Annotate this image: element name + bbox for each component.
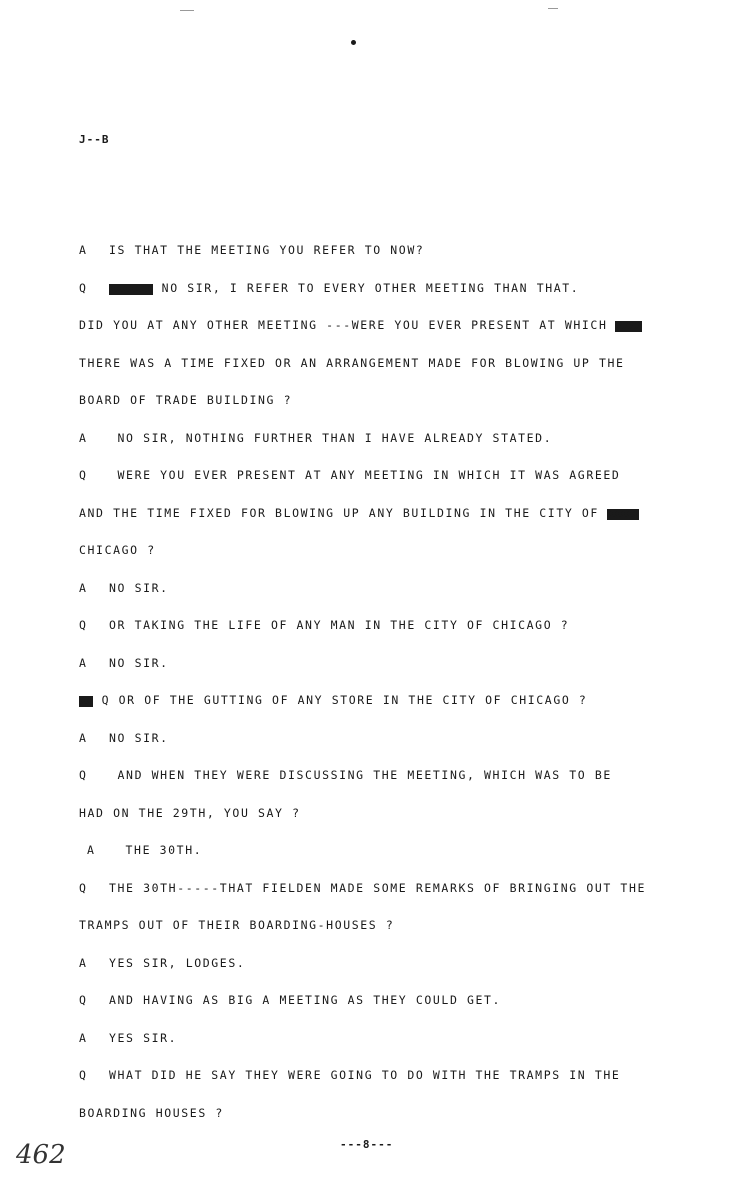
struck-out-text: XXXX bbox=[616, 321, 641, 332]
line-text: DID YOU AT ANY OTHER MEETING ---WERE YOU EVER PRESENT AT WHICH bbox=[79, 318, 608, 332]
line-text: NO SIR, NOTHING FURTHER THAN I HAVE ALREADY STATED. bbox=[109, 430, 553, 445]
transcript-line bbox=[79, 918, 394, 932]
line-text: Q OR OF THE GUTTING OF ANY STORE IN THE CITY OF CHICAGO ? bbox=[93, 693, 588, 707]
struck-out-text: XXXXXXX bbox=[110, 283, 153, 295]
line-text: THE 30TH. bbox=[117, 843, 203, 857]
speaker-label: A bbox=[87, 843, 96, 857]
transcript-line bbox=[79, 1106, 224, 1120]
line-text: HAD ON THE 29TH, YOU SAY ? bbox=[79, 805, 301, 820]
speaker-label: A bbox=[79, 955, 88, 970]
transcript-line bbox=[79, 768, 612, 782]
line-text: OR TAKING THE LIFE OF ANY MAN IN THE CITY OF CHICAGO ? bbox=[109, 618, 570, 632]
line-text: BOARDING HOUSES ? bbox=[79, 1105, 224, 1120]
transcript-line bbox=[79, 956, 245, 970]
top-mark-right bbox=[548, 8, 558, 9]
speaker-label: Q bbox=[79, 618, 88, 632]
transcript-line bbox=[79, 393, 292, 407]
transcript-line bbox=[79, 693, 587, 709]
line-text: AND THE TIME FIXED FOR BLOWING UP ANY BUILDING IN THE CITY OF bbox=[79, 505, 599, 520]
line-text: BOARD OF TRADE BUILDING ? bbox=[79, 393, 293, 407]
line-text: NO SIR. bbox=[109, 730, 169, 745]
transcript-line bbox=[79, 1031, 177, 1045]
transcript-line bbox=[79, 543, 156, 557]
line-text: THE 30TH-----THAT FIELDEN MADE SOME REMARKS OF BRINGING OUT THE bbox=[109, 880, 646, 895]
line-text: IS THAT THE MEETING YOU REFER TO NOW? bbox=[109, 243, 425, 257]
top-mark-left bbox=[180, 10, 194, 11]
transcript-line bbox=[79, 843, 202, 857]
line-text: THERE WAS A TIME FIXED OR AN ARRANGEMENT MADE FOR BLOWING UP THE bbox=[79, 355, 625, 370]
speaker-label: Q bbox=[79, 468, 88, 482]
line-text: AND WHEN THEY WERE DISCUSSING THE MEETING, WHICH WAS TO BE bbox=[109, 768, 612, 782]
transcript-line bbox=[79, 656, 169, 670]
page-code: J--B bbox=[79, 133, 110, 146]
speaker-label: A bbox=[79, 580, 88, 595]
transcript-line bbox=[79, 281, 579, 297]
line-text: CHICAGO ? bbox=[79, 543, 156, 557]
struck-out-text: XX bbox=[80, 696, 93, 707]
transcript-line bbox=[79, 806, 301, 820]
line-text: WHAT DID HE SAY THEY WERE GOING TO DO WITH THE TRAMPS IN THE bbox=[109, 1068, 621, 1082]
transcript-line bbox=[79, 618, 569, 632]
transcript-line bbox=[79, 318, 642, 334]
struck-out-text: XXXXX bbox=[607, 508, 639, 520]
speaker-label: A bbox=[79, 430, 88, 445]
speaker-label: Q bbox=[79, 880, 88, 895]
page-number: ---8--- bbox=[340, 1138, 394, 1151]
line-text: AND HAVING AS BIG A MEETING AS THEY COULD GET. bbox=[109, 993, 502, 1007]
handwritten-note: 462 bbox=[16, 1140, 66, 1170]
transcript-line bbox=[79, 356, 625, 370]
speaker-label: A bbox=[79, 730, 88, 745]
speaker-label: A bbox=[79, 1030, 88, 1045]
line-text: TRAMPS OUT OF THEIR BOARDING-HOUSES ? bbox=[79, 918, 395, 932]
transcript-line bbox=[79, 731, 169, 745]
transcript-line bbox=[79, 581, 169, 595]
transcript-line bbox=[79, 243, 424, 257]
line-text: NO SIR, I REFER TO EVERY OTHER MEETING THAN THAT. bbox=[153, 280, 580, 295]
speaker-label: Q bbox=[79, 768, 88, 782]
line-text: NO SIR. bbox=[109, 580, 169, 595]
speaker-label: Q bbox=[79, 1068, 88, 1082]
speaker-label: Q bbox=[79, 280, 88, 295]
line-text: WERE YOU EVER PRESENT AT ANY MEETING IN WHICH IT WAS AGREED bbox=[109, 468, 621, 482]
transcript-line bbox=[79, 506, 639, 522]
speaker-label: Q bbox=[79, 993, 88, 1007]
transcript-line bbox=[79, 881, 646, 895]
line-text: NO SIR. bbox=[109, 655, 169, 670]
speaker-label: A bbox=[79, 243, 88, 257]
line-text: YES SIR. bbox=[109, 1030, 178, 1045]
transcript-line bbox=[79, 468, 620, 482]
punch-dot bbox=[351, 40, 356, 45]
speaker-label: A bbox=[79, 655, 88, 670]
line-text: YES SIR, LODGES. bbox=[109, 955, 246, 970]
transcript-line bbox=[79, 1068, 620, 1082]
transcript-line bbox=[79, 431, 552, 445]
transcript-line bbox=[79, 993, 501, 1007]
